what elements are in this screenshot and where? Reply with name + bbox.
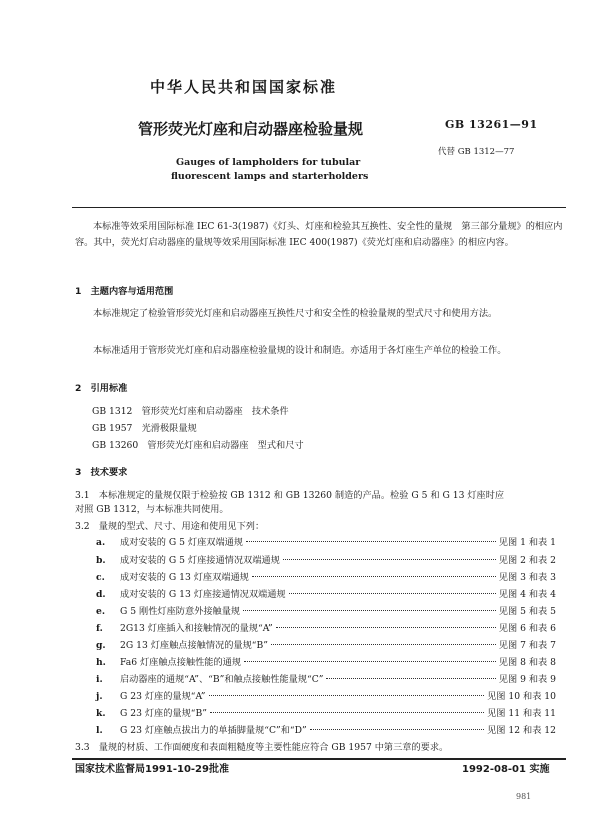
leader-dots xyxy=(283,559,496,560)
item-ref: 见图 6 和表 6 xyxy=(498,623,556,634)
item-text: G 23 灯座的量规“A” xyxy=(120,691,206,702)
leader-dots xyxy=(252,576,496,577)
reference-item: GB 1957 光滑极限量规 xyxy=(92,423,197,434)
list-item xyxy=(96,674,556,686)
item-text: Fa6 灯座触点接触性能的通规 xyxy=(120,657,242,668)
item-ref: 见图 1 和表 1 xyxy=(498,537,556,548)
list-item xyxy=(96,691,556,703)
item-ref: 见图 3 和表 3 xyxy=(498,572,556,583)
leader-dots xyxy=(244,661,496,662)
clause-3-1-line1: 3.1 本标准规定的量规仅限于检验按 GB 1312 和 GB 13260 制造的产品。检验 G 5 和 G 13 灯座时应 xyxy=(75,490,505,501)
list-item xyxy=(96,572,556,584)
item-key: i. xyxy=(96,674,103,685)
item-text: G 23 灯座触点拔出力的单插脚量规“C”和“D” xyxy=(120,725,307,736)
leader-dots xyxy=(246,541,496,542)
leader-dots xyxy=(310,729,484,730)
reference-item: GB 13260 管形荧光灯座和启动器座 型式和尺寸 xyxy=(92,440,304,451)
footer-divider xyxy=(72,758,566,760)
leader-dots xyxy=(289,593,496,594)
item-key: j. xyxy=(96,691,103,702)
effective-date: 1992-08-01 实施 xyxy=(462,764,550,775)
item-ref: 见图 9 和表 9 xyxy=(498,674,556,685)
list-item xyxy=(96,589,556,601)
leader-dots xyxy=(276,627,496,628)
item-ref: 见图 4 和表 4 xyxy=(498,589,556,600)
header-divider xyxy=(72,207,566,208)
leader-dots xyxy=(271,644,496,645)
item-text: 成对安装的 G 5 灯座接通情况双端通规 xyxy=(120,555,280,566)
item-ref: 见图 7 和表 7 xyxy=(498,640,556,651)
intro-paragraph: 本标准等效采用国际标准 IEC 61-3(1987)《灯头、灯座和检验其互换性、安全性的量规 第三部分量规》的相应内容。其中，荧光灯启动器座的量规等效采用国际标准 IEC 400(1987)《荧光灯座和启动器座》的相应内容。 xyxy=(75,221,563,248)
item-text: 成对安装的 G 13 灯座双端通规 xyxy=(120,572,249,583)
list-item xyxy=(96,640,556,652)
list-item xyxy=(96,657,556,669)
standard-number: GB 13261—91 xyxy=(445,118,538,131)
reference-item: GB 1312 管形荧光灯座和启动器座 技术条件 xyxy=(92,406,289,417)
item-key: g. xyxy=(96,640,106,651)
item-key: k. xyxy=(96,708,106,719)
item-text: G 23 灯座的量规“B” xyxy=(120,708,207,719)
replaces-note: 代替 GB 1312—77 xyxy=(438,147,515,157)
section-1-heading: 1 主题内容与适用范围 xyxy=(75,286,174,297)
english-title-line2: fluorescent lamps and starterholders xyxy=(171,171,369,182)
item-text: 启动器座的通规“A”、“B”和触点接触性能量规“C” xyxy=(120,674,324,685)
item-key: e. xyxy=(96,606,106,617)
item-ref: 见图 10 和表 10 xyxy=(487,691,556,702)
item-ref: 见图 11 和表 11 xyxy=(487,708,556,719)
english-title-line1: Gauges of lampholders for tubular xyxy=(176,157,361,168)
item-text: 成对安装的 G 13 灯座接通情况双端通规 xyxy=(120,589,286,600)
item-key: b. xyxy=(96,555,106,566)
item-ref: 见图 2 和表 2 xyxy=(498,555,556,566)
item-key: a. xyxy=(96,537,106,548)
section-1-para-2: 本标准适用于管形荧光灯座和启动器座检验量规的设计和制造。亦适用于各灯座生产单位的检验工作。 xyxy=(93,345,507,356)
list-item xyxy=(96,708,556,720)
clause-3-3: 3.3 量规的材质、工作面硬度和表面粗糙度等主要性能应符合 GB 1957 中第三章的要求。 xyxy=(75,742,449,753)
leader-dots xyxy=(210,712,484,713)
item-key: d. xyxy=(96,589,106,600)
clause-3-2: 3.2 量规的型式、尺寸、用途和使用见下列： xyxy=(75,521,265,532)
item-key: h. xyxy=(96,657,106,668)
country-standard-title: 中华人民共和国国家标准 xyxy=(150,78,338,96)
section-3-heading: 3 技术要求 xyxy=(75,467,128,478)
list-item xyxy=(96,537,556,549)
list-item xyxy=(96,555,556,567)
item-ref: 见图 8 和表 8 xyxy=(498,657,556,668)
page-number: 981 xyxy=(516,792,532,801)
item-key: l. xyxy=(96,725,103,736)
item-ref: 见图 12 和表 12 xyxy=(487,725,556,736)
item-ref: 见图 5 和表 5 xyxy=(498,606,556,617)
section-1-para-1: 本标准规定了检验管形荧光灯座和启动器座互换性尺寸和安全性的检验量规的型式尺寸和使用方法。 xyxy=(93,308,498,319)
approval-date: 国家技术监督局1991-10-29批准 xyxy=(75,764,229,775)
item-text: G 5 刚性灯座防意外接触量规 xyxy=(120,606,241,617)
section-2-heading: 2 引用标准 xyxy=(75,383,128,394)
list-item xyxy=(96,623,556,635)
item-key: f. xyxy=(96,623,103,634)
leader-dots xyxy=(209,695,485,696)
leader-dots xyxy=(326,678,495,679)
list-item xyxy=(96,725,556,737)
clause-3-1-line2: 对照 GB 1312，与本标准共同使用。 xyxy=(75,504,229,515)
item-text: 2G 13 灯座触点接触情况的量规“B” xyxy=(120,640,268,651)
item-text: 2G13 灯座插入和接触情况的量规“A” xyxy=(120,623,273,634)
list-item xyxy=(96,606,556,618)
leader-dots xyxy=(243,610,496,611)
page-title: 管形荧光灯座和启动器座检验量规 xyxy=(138,120,364,138)
item-text: 成对安装的 G 5 灯座双端通规 xyxy=(120,537,244,548)
item-key: c. xyxy=(96,572,105,583)
